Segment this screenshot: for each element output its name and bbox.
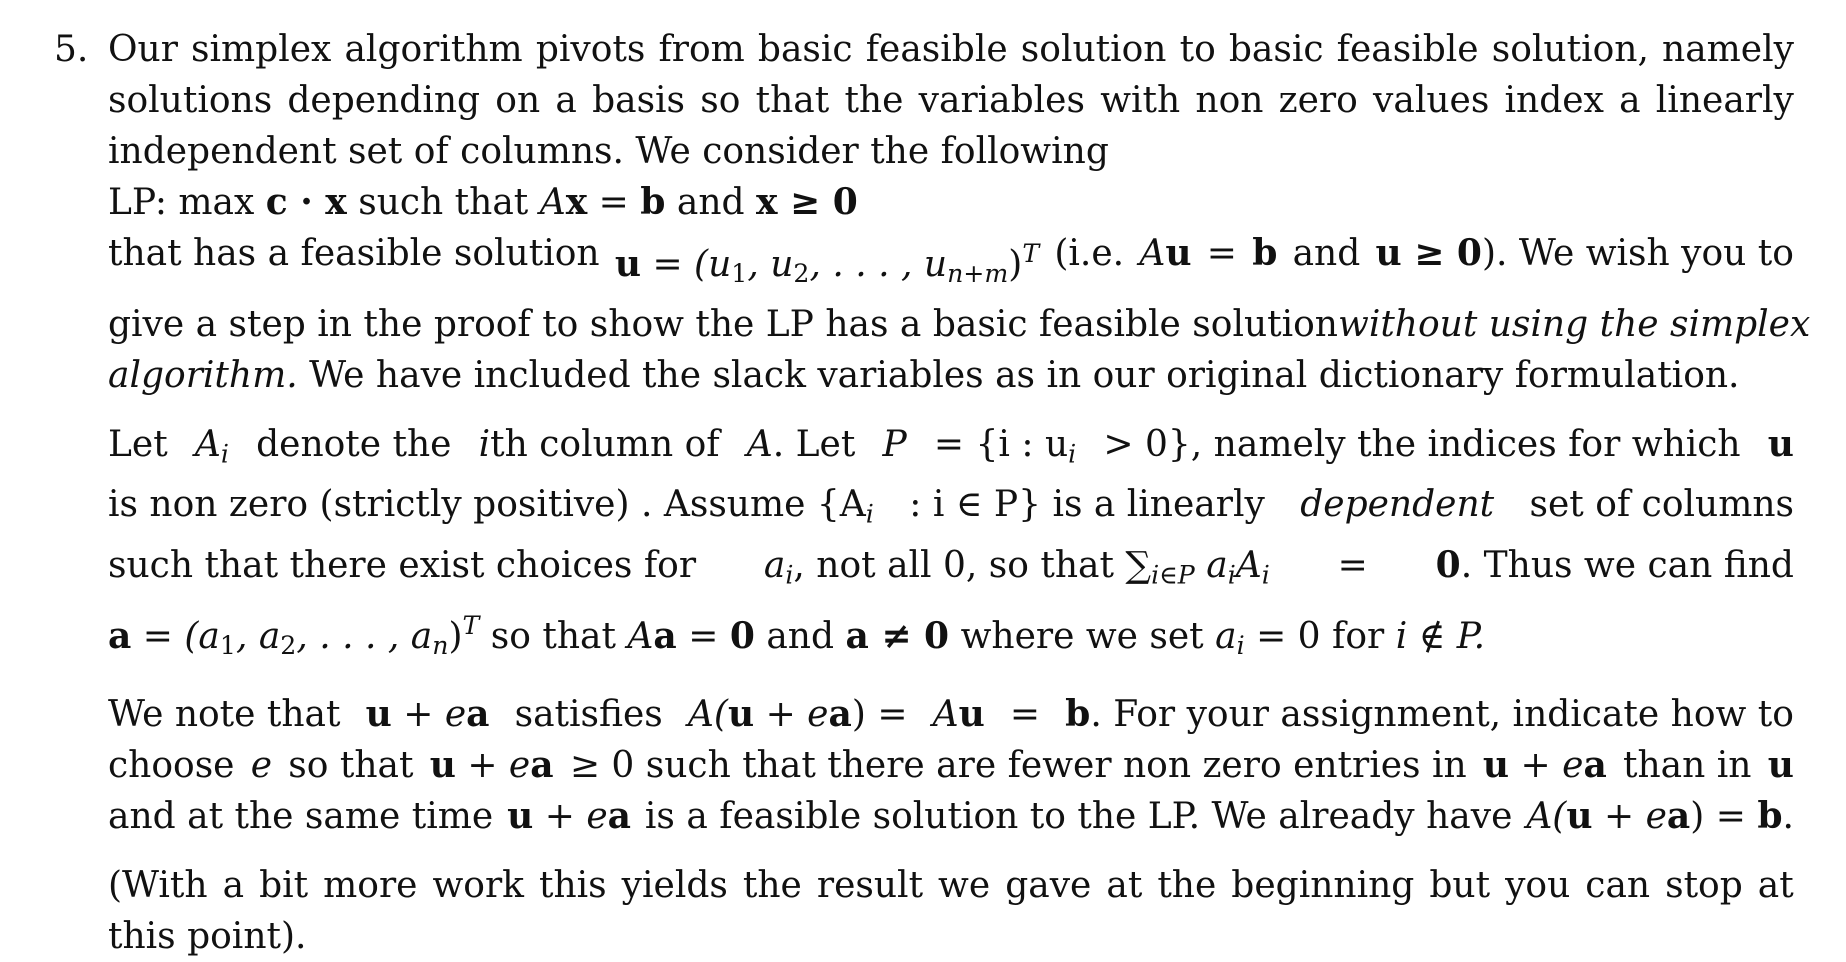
assignment-line-1: We note that u + ea satisfies A(u + ea) = Au = b. For your assignment, indicate how to bbox=[108, 693, 1794, 736]
closing-line-1: (With a bit more work this yields the result we gave at the beginning but you can stop at bbox=[108, 865, 1794, 907]
intro-line-7: algorithm. We have included the slack variables as in our original dictionary formulation. bbox=[108, 355, 1740, 397]
lp-statement: LP: max c · x such that Ax = b and x ≥ 0 bbox=[108, 181, 858, 223]
paragraph-dependence bbox=[108, 419, 1794, 671]
dependence-line-2: is non zero (strictly positive) . Assume {$A_i$ : i ∈ P} is a linearly dependent set of columns bbox=[108, 484, 1794, 529]
paragraph-closing bbox=[108, 860, 1794, 962]
paragraph-assignment bbox=[108, 689, 1794, 842]
intro-line-1: Our simplex algorithm pivots from basic feasible solution to basic feasible solution, namely bbox=[108, 29, 1794, 70]
problem-body bbox=[108, 24, 1811, 962]
feasible-solution-line: that has a feasible solution $u = (u_1$, $u_2$, . . . , $u_{n+m})^T$ (i.e. Au = b and u ≥ 0). We wish you to bbox=[108, 232, 1794, 289]
intro-line-2: solutions depending on a basis so that the variables with non zero values index a linearly bbox=[108, 80, 1794, 121]
closing-line-2: this point). bbox=[108, 916, 307, 958]
problem-number: 5. bbox=[54, 29, 89, 70]
assignment-line-2: choose e so that u + ea ≥ 0 such that there are fewer non zero entries in u + ea than in u bbox=[108, 744, 1794, 787]
assignment-line-3: and at the same time u + ea is a feasible solution to the LP. We already have A(u + ea) = b. bbox=[108, 795, 1794, 838]
intro-line-3: independent set of columns. We consider the following bbox=[108, 131, 1109, 172]
dependence-line-3: such that there exist choices for $a_i$, not all 0, so that $\sum_{i\in P}$ $a_iA_i$ = 0. Thus we can find bbox=[108, 543, 1794, 590]
dependence-line-1: Let $A_i$ denote the ith column of A. Let P = {i : $u_i$ > 0}, namely the indices for which u bbox=[108, 423, 1794, 469]
paragraph-intro bbox=[108, 24, 1811, 401]
dependence-line-4: $a = (a_1$, $a_2$, . . . , $a_n)^T$ so that Aa = 0 and a ≠ 0 where we set $a_i = 0$ for i ∉ P. bbox=[108, 611, 1486, 661]
intro-line-6: give a step in the proof to show the LP has a basic feasible solution without using the simplex bbox=[108, 304, 1811, 346]
